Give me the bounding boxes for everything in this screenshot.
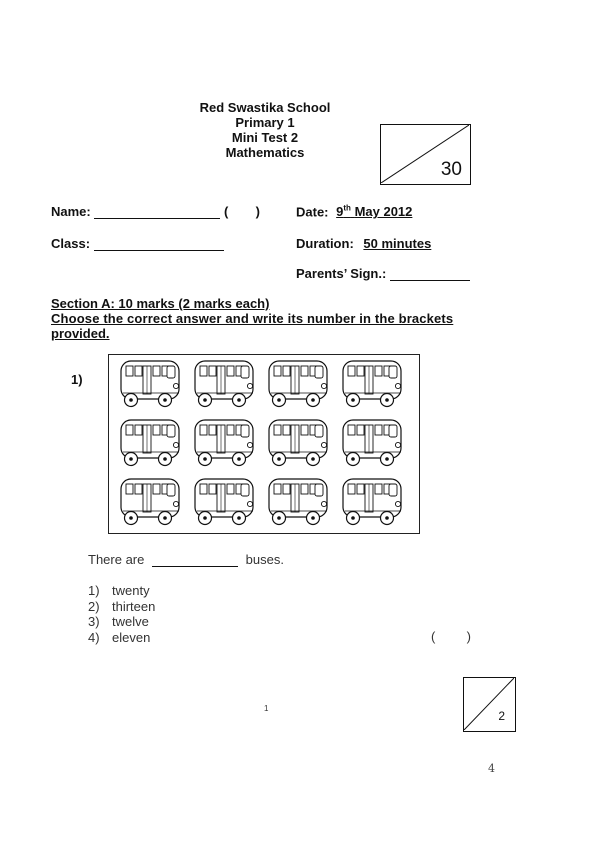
- answer-bracket-close: ): [466, 629, 471, 644]
- section-title: Section A: 10 marks (2 marks each): [51, 296, 270, 311]
- option-text: eleven: [112, 629, 151, 645]
- bus-icon: [269, 361, 327, 407]
- page-score-diagonal: [464, 678, 514, 730]
- bus-picture-frame: [108, 354, 420, 534]
- duration-label: Duration:: [296, 236, 354, 251]
- stem-blank: [152, 555, 238, 567]
- options-list: [88, 583, 155, 645]
- register-bracket-close: ): [255, 204, 260, 219]
- option-text: twenty: [112, 583, 150, 598]
- option-3: [88, 614, 155, 630]
- option-number: 1): [88, 583, 100, 598]
- bus-icon: [121, 420, 179, 466]
- date-value: [336, 204, 412, 219]
- option-4: [88, 630, 155, 646]
- bus-picture: [109, 355, 418, 532]
- date-field: [296, 204, 412, 219]
- question-stem: [88, 552, 284, 567]
- option-1: [88, 583, 155, 599]
- option-number: 4): [88, 629, 100, 645]
- school-name: Red Swastika School: [199, 100, 331, 115]
- date-label: Date:: [296, 204, 329, 220]
- name-field[interactable]: [51, 204, 260, 219]
- bus-icon: [121, 361, 179, 407]
- option-number: 3): [88, 614, 100, 629]
- name-label: Name:: [51, 204, 91, 219]
- total-score-box: [380, 124, 471, 185]
- bus-icon: [343, 420, 401, 466]
- page-score-box: [463, 677, 516, 732]
- page-number: 1: [264, 704, 269, 713]
- answer-bracket[interactable]: [431, 629, 471, 644]
- duration-field: [296, 236, 431, 251]
- total-score-value: 30: [440, 159, 462, 180]
- page-score-value: 2: [498, 709, 505, 723]
- bus-icon: [195, 479, 253, 525]
- test-title: Mini Test 2: [231, 130, 299, 145]
- question-number: 1): [71, 372, 83, 387]
- stem-suffix: buses.: [245, 552, 284, 567]
- date-day: 9: [336, 204, 344, 220]
- level-label: Primary 1: [235, 115, 295, 130]
- bus-icon: [195, 420, 253, 466]
- section-instruction-line1: Choose the correct answer and write its number in the brackets: [51, 311, 454, 326]
- bus-icon: [269, 420, 327, 466]
- option-2: [88, 599, 155, 615]
- class-label: Class:: [51, 236, 91, 251]
- name-blank[interactable]: [94, 206, 220, 219]
- date-sup: th: [343, 204, 351, 213]
- corner-mark: 4: [488, 762, 495, 775]
- register-bracket-open: (: [224, 204, 229, 219]
- bus-icon: [343, 361, 401, 407]
- answer-bracket-open: (: [431, 629, 436, 644]
- parents-sign-field[interactable]: [296, 266, 470, 281]
- bus-icon: [269, 479, 327, 525]
- section-instruction-line2: provided.: [51, 326, 110, 341]
- option-text: twelve: [112, 614, 149, 629]
- bus-icon: [195, 361, 253, 407]
- parents-sign-blank[interactable]: [390, 268, 470, 281]
- class-field[interactable]: [51, 236, 224, 251]
- parents-sign-label: Parents’ Sign.:: [296, 266, 387, 281]
- bus-icon: [343, 479, 401, 525]
- option-number: 2): [88, 598, 100, 614]
- subject-label: Mathematics: [225, 145, 305, 160]
- stem-prefix: There are: [88, 552, 145, 567]
- bus-icon: [121, 479, 179, 525]
- option-text: thirteen: [112, 598, 156, 614]
- date-rest: May 2012: [354, 204, 413, 220]
- duration-value: 50 minutes: [363, 236, 432, 251]
- class-blank[interactable]: [94, 238, 224, 251]
